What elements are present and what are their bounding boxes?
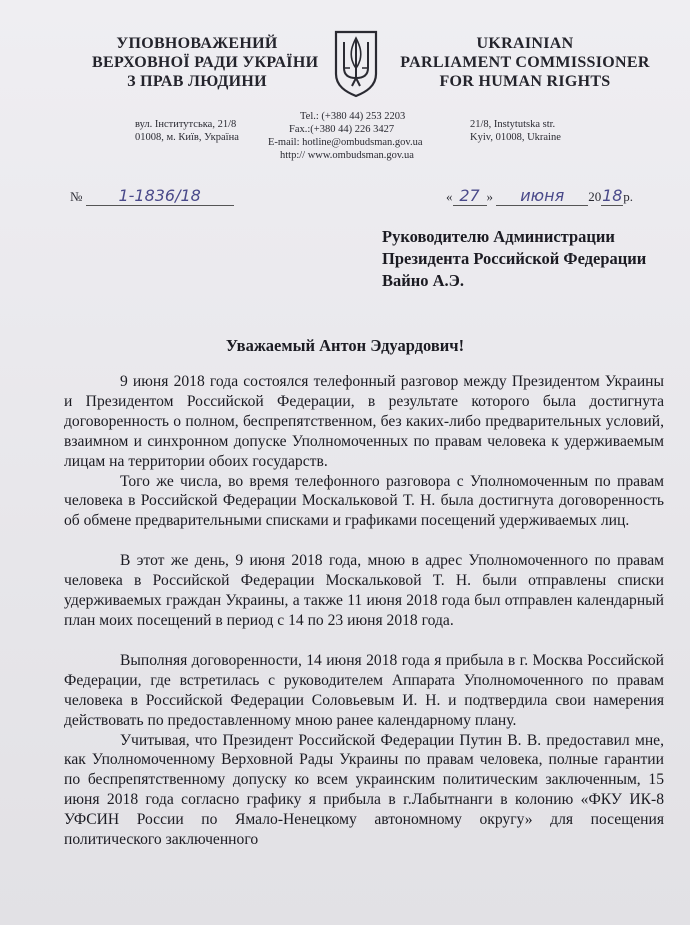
address-line: Kyiv, 01008, Ukraine	[470, 132, 561, 143]
contact-line: E-mail: hotline@ombudsman.gov.ua	[268, 137, 423, 148]
date-suffix: р.	[623, 189, 633, 204]
address-line: 01008, м. Київ, Україна	[135, 132, 239, 143]
header-right-line: PARLIAMENT COMMISSIONER	[400, 54, 650, 71]
recipient-line: Президента Российской Федерации	[382, 249, 647, 268]
paragraph: Учитывая, что Президент Российской Федерации Путин В. В. предоставил мне, как Уполномоченному Верховной Рады Украины по правам человека, полные гарантии по беспрепятственному допуску ко всем украинским политическим заключенным, 15 июня 2018 года согласно графику я прибыла в г.Лабытнанги в колонию «ФКУ ИК-8 УФСИН России по Ямало-Ненецкому автономному округу» для посещения политического заключенного	[64, 731, 664, 849]
header-left-ukrainian	[92, 34, 319, 91]
header-right-english	[400, 34, 650, 91]
registration-date	[446, 186, 633, 206]
address-line: 21/8, Instytutska str.	[470, 119, 556, 130]
date-day: 27	[453, 186, 487, 206]
recipient-line: Вайно А.Э.	[382, 271, 465, 290]
header-left-line: ВЕРХОВНОЇ РАДИ УКРАЇНИ	[92, 54, 319, 71]
header-right-line: UKRAINIAN	[476, 35, 574, 52]
salutation: Уважаемый Антон Эдуардович!	[225, 336, 465, 355]
address-contacts	[268, 110, 423, 162]
letter-body	[64, 372, 664, 850]
paragraph: 9 июня 2018 года состоялся телефонный разговор между Президентом Украины и Президентом Российской Федерации, в результате которого была достигнута договоренность о полном, беспрепятственном, без каких-либо предварительных условий, взаимном и синхронном допуске Уполномоченных по правам человека к удерживаемым лицам на территории обоих государств.	[64, 373, 664, 470]
contact-line: Fax.:(+380 44) 226 3427	[289, 124, 395, 135]
address-right	[470, 118, 561, 144]
date-month: июня	[496, 186, 588, 206]
number-handwritten: 1-1836/18	[86, 186, 234, 206]
contact-line: Tel.: (+380 44) 253 2203	[300, 111, 406, 122]
paragraph: В этот же день, 9 июня 2018 года, мною в адрес Уполномоченного по правам человека в Российской Федерации Москальковой Т. Н. были отправлены списки удерживаемых граждан Украины, а также 11 июня 2018 года был отправлен календарный план моих посещений в период с 14 по 23 июня 2018 года.	[64, 552, 664, 629]
registration-number	[70, 186, 234, 206]
date-year-prefix: 20	[588, 189, 602, 204]
header-right-line: FOR HUMAN RIGHTS	[439, 73, 611, 90]
recipient-block	[382, 226, 646, 292]
paragraph: Выполняя договоренности, 14 июня 2018 года я прибыла в г. Москва Российской Федерации, где встретилась с руководителем Аппарата Уполномоченного по правам человека в Российской Федерации Соловьевым И. Н. и подтвердила свои намерения действовать по предоставленному мною ранее календарному плану.	[64, 651, 664, 729]
ukraine-trident-emblem-icon	[332, 28, 380, 98]
header-left-line: З ПРАВ ЛЮДИНИ	[127, 73, 267, 90]
paragraph: Того же числа, во время телефонного разговора с Уполномоченным по правам человека в Российской Федерации Москальковой Т. Н. была достигнута договоренность об обмене предварительными списками и графиками посещений удерживаемых лиц.	[64, 472, 664, 530]
address-left	[135, 118, 239, 144]
contact-line: http:// www.ombudsman.gov.ua	[280, 150, 414, 161]
date-quote-close: »	[486, 189, 493, 204]
date-quote-open: «	[446, 189, 453, 204]
address-line: вул. Інститутська, 21/8	[135, 119, 237, 130]
recipient-line: Руководителю Администрации	[382, 227, 615, 246]
header-left-line: УПОВНОВАЖЕНИЙ	[116, 35, 278, 52]
number-prefix: №	[70, 189, 83, 204]
date-year-suffix: 18	[602, 186, 623, 205]
